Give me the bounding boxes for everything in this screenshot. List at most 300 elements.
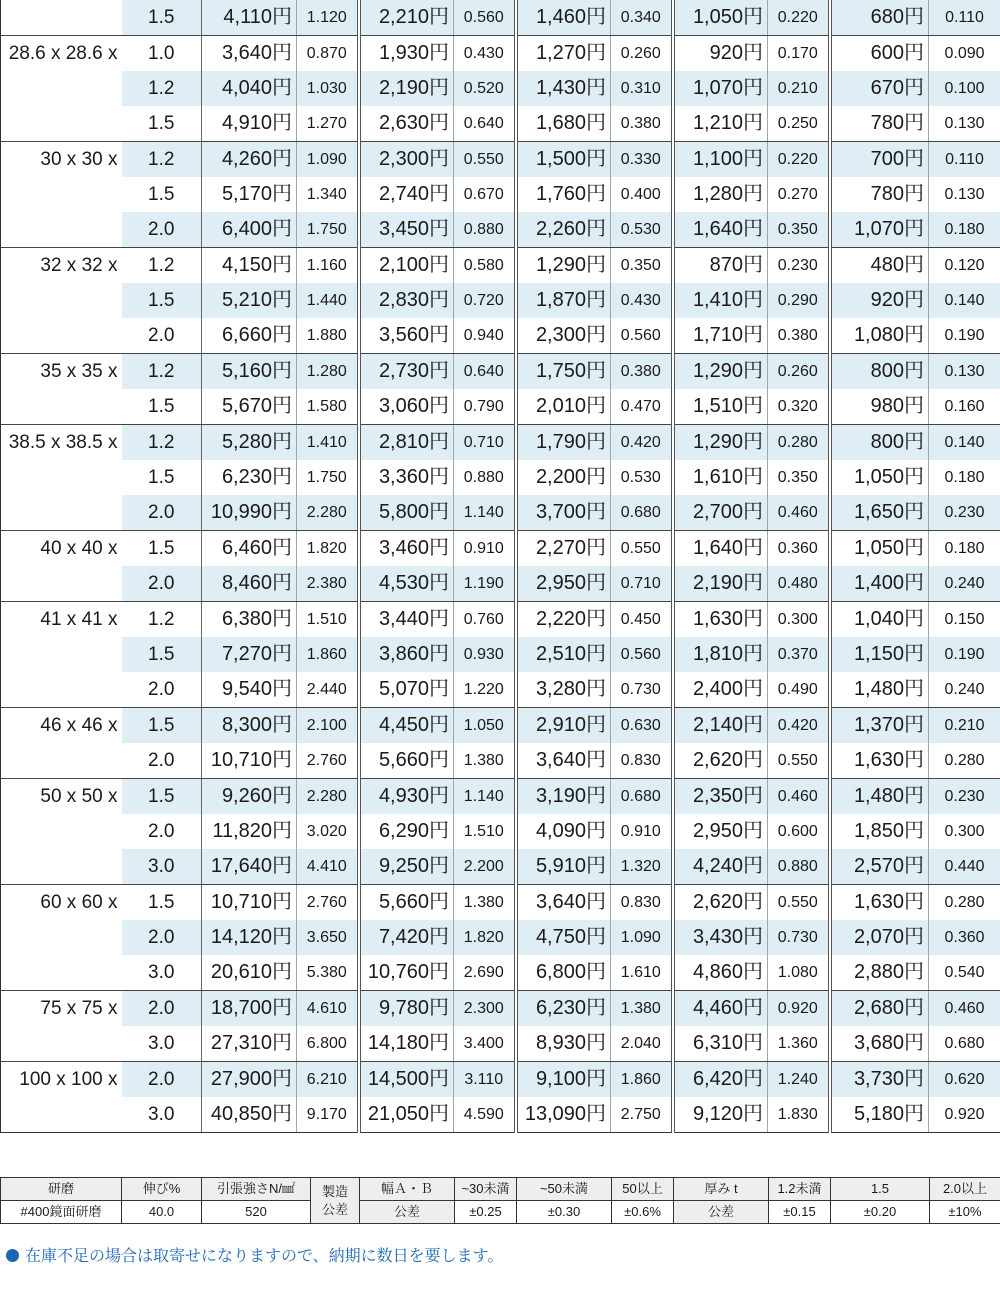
price-cell: 3,190円 xyxy=(516,779,611,815)
size-cell xyxy=(1,1097,122,1133)
table-row xyxy=(1,212,1000,248)
table-row xyxy=(1,177,1000,212)
rate-cell: 1.270 xyxy=(297,106,359,142)
price-cell: 780円 xyxy=(830,106,929,142)
rate-cell: 0.110 xyxy=(929,0,1000,36)
rate-cell: 0.310 xyxy=(611,71,673,106)
size-cell: 100 x 100 x xyxy=(1,1062,122,1098)
size-cell: 28.6 x 28.6 x xyxy=(1,36,122,72)
table-row xyxy=(1,743,1000,779)
price-cell: 4,860円 xyxy=(673,955,768,991)
price-cell: 800円 xyxy=(830,425,929,461)
price-cell: 4,910円 xyxy=(202,106,297,142)
rate-cell: 0.910 xyxy=(454,531,516,567)
price-cell: 11,820円 xyxy=(202,814,297,849)
price-cell: 480円 xyxy=(830,248,929,284)
rate-cell: 0.230 xyxy=(768,248,830,284)
rate-cell: 0.370 xyxy=(768,637,830,672)
rate-cell: 0.680 xyxy=(929,1026,1000,1062)
rate-cell: 5.380 xyxy=(297,955,359,991)
price-cell: 700円 xyxy=(830,142,929,178)
rate-cell: 0.250 xyxy=(768,106,830,142)
price-cell: 4,110円 xyxy=(202,0,297,36)
price-cell: 2,510円 xyxy=(516,637,611,672)
rate-cell: 1.220 xyxy=(454,672,516,708)
price-cell: 5,170円 xyxy=(202,177,297,212)
price-cell: 6,230円 xyxy=(516,991,611,1027)
width-range-1: ~30未満 xyxy=(455,1178,517,1201)
rate-cell: 0.430 xyxy=(454,36,516,72)
price-cell: 1,630円 xyxy=(830,743,929,779)
price-cell: 10,710円 xyxy=(202,743,297,779)
rate-cell: 0.320 xyxy=(768,389,830,425)
price-cell: 1,930円 xyxy=(359,36,454,72)
price-cell: 5,660円 xyxy=(359,885,454,921)
price-cell: 3,640円 xyxy=(202,36,297,72)
rate-cell: 0.260 xyxy=(768,354,830,390)
spec-value-row xyxy=(1,1201,1000,1224)
price-cell: 5,660円 xyxy=(359,743,454,779)
rate-cell: 1.860 xyxy=(611,1062,673,1098)
thickness-cell: 3.0 xyxy=(122,849,202,885)
thickness-cell: 1.5 xyxy=(122,106,202,142)
rate-cell: 0.420 xyxy=(611,425,673,461)
size-cell xyxy=(1,1026,122,1062)
price-cell: 27,900円 xyxy=(202,1062,297,1098)
price-cell: 5,210円 xyxy=(202,283,297,318)
size-cell xyxy=(1,389,122,425)
rate-cell: 0.830 xyxy=(611,743,673,779)
size-cell xyxy=(1,0,122,36)
price-cell: 1,650円 xyxy=(830,495,929,531)
size-cell xyxy=(1,566,122,602)
rate-cell: 0.730 xyxy=(768,920,830,955)
price-cell: 4,930円 xyxy=(359,779,454,815)
price-cell: 10,760円 xyxy=(359,955,454,991)
price-cell: 2,190円 xyxy=(359,71,454,106)
price-cell: 2,680円 xyxy=(830,991,929,1027)
rate-cell: 1.510 xyxy=(297,602,359,638)
rate-cell: 3.020 xyxy=(297,814,359,849)
rate-cell: 0.210 xyxy=(768,71,830,106)
table-row xyxy=(1,318,1000,354)
thickness-cell: 1.5 xyxy=(122,389,202,425)
table-row xyxy=(1,460,1000,495)
rate-cell: 0.260 xyxy=(611,36,673,72)
rate-cell: 0.880 xyxy=(768,849,830,885)
thickness-cell: 1.5 xyxy=(122,283,202,318)
thickness-cell: 2.0 xyxy=(122,991,202,1027)
table-row xyxy=(1,566,1000,602)
width-range-2: ~50未満 xyxy=(517,1178,612,1201)
table-row xyxy=(1,531,1000,567)
price-cell: 2,830円 xyxy=(359,283,454,318)
size-cell: 38.5 x 38.5 x xyxy=(1,425,122,461)
price-cell: 10,990円 xyxy=(202,495,297,531)
price-cell: 1,790円 xyxy=(516,425,611,461)
width-tolerance-1: ±0.25 xyxy=(455,1201,517,1224)
price-cell: 1,850円 xyxy=(830,814,929,849)
price-cell: 17,640円 xyxy=(202,849,297,885)
price-cell: 2,070円 xyxy=(830,920,929,955)
price-cell: 9,120円 xyxy=(673,1097,768,1133)
price-cell: 5,910円 xyxy=(516,849,611,885)
size-cell xyxy=(1,672,122,708)
rate-cell: 1.380 xyxy=(611,991,673,1027)
rate-cell: 0.530 xyxy=(611,212,673,248)
price-cell: 7,270円 xyxy=(202,637,297,672)
price-cell: 3,430円 xyxy=(673,920,768,955)
rate-cell: 0.940 xyxy=(454,318,516,354)
polish-label: 研磨 xyxy=(1,1178,122,1201)
mfg-label-line1: 製造 xyxy=(321,1183,348,1199)
tensile-value: 520 xyxy=(202,1201,311,1224)
rate-cell: 1.830 xyxy=(768,1097,830,1133)
price-cell: 1,040円 xyxy=(830,602,929,638)
rate-cell: 0.460 xyxy=(929,991,1000,1027)
price-cell: 1,480円 xyxy=(830,672,929,708)
rate-cell: 0.330 xyxy=(611,142,673,178)
table-row xyxy=(1,602,1000,638)
price-cell: 1,290円 xyxy=(673,425,768,461)
elongation-label: 伸び% xyxy=(122,1178,202,1201)
width-tolerance-2: ±0.30 xyxy=(517,1201,612,1224)
thickness-cell: 1.5 xyxy=(122,708,202,744)
tensile-label: 引張強さN/㎟ xyxy=(202,1178,311,1201)
price-cell: 2,260円 xyxy=(516,212,611,248)
thickness-cell: 2.0 xyxy=(122,1062,202,1098)
size-cell: 35 x 35 x xyxy=(1,354,122,390)
table-row xyxy=(1,106,1000,142)
rate-cell: 0.560 xyxy=(611,318,673,354)
rate-cell: 0.280 xyxy=(929,885,1000,921)
size-cell xyxy=(1,177,122,212)
table-row xyxy=(1,1026,1000,1062)
polish-value: #400鏡面研磨 xyxy=(1,1201,122,1224)
price-cell: 1,640円 xyxy=(673,531,768,567)
rate-cell: 6.210 xyxy=(297,1062,359,1098)
price-cell: 1,500円 xyxy=(516,142,611,178)
size-cell xyxy=(1,212,122,248)
price-cell: 14,120円 xyxy=(202,920,297,955)
rate-cell: 0.640 xyxy=(454,354,516,390)
size-cell xyxy=(1,71,122,106)
rate-cell: 2.040 xyxy=(611,1026,673,1062)
price-cell: 1,150円 xyxy=(830,637,929,672)
rate-cell: 2.100 xyxy=(297,708,359,744)
rate-cell: 1.510 xyxy=(454,814,516,849)
price-cell: 2,270円 xyxy=(516,531,611,567)
price-cell: 1,460円 xyxy=(516,0,611,36)
rate-cell: 0.150 xyxy=(929,602,1000,638)
price-cell: 1,410円 xyxy=(673,283,768,318)
rate-cell: 1.750 xyxy=(297,460,359,495)
table-row xyxy=(1,708,1000,744)
price-cell: 5,180円 xyxy=(830,1097,929,1133)
thickness-cell: 2.0 xyxy=(122,814,202,849)
rate-cell: 0.180 xyxy=(929,460,1000,495)
thickness-cell: 1.2 xyxy=(122,425,202,461)
price-cell: 1,610円 xyxy=(673,460,768,495)
rate-cell: 0.180 xyxy=(929,212,1000,248)
rate-cell: 0.830 xyxy=(611,885,673,921)
size-cell xyxy=(1,849,122,885)
price-cell: 2,190円 xyxy=(673,566,768,602)
thickness-cell: 1.2 xyxy=(122,354,202,390)
price-cell: 1,290円 xyxy=(516,248,611,284)
price-cell: 8,300円 xyxy=(202,708,297,744)
rate-cell: 0.670 xyxy=(454,177,516,212)
price-cell: 1,270円 xyxy=(516,36,611,72)
price-cell: 1,630円 xyxy=(830,885,929,921)
price-cell: 1,430円 xyxy=(516,71,611,106)
thickness-cell: 1.2 xyxy=(122,248,202,284)
rate-cell: 3.650 xyxy=(297,920,359,955)
thickness-tolerance-2: ±0.20 xyxy=(831,1201,930,1224)
price-cell: 5,800円 xyxy=(359,495,454,531)
table-row xyxy=(1,142,1000,178)
rate-cell: 2.750 xyxy=(611,1097,673,1133)
rate-cell: 0.520 xyxy=(454,71,516,106)
price-cell: 3,450円 xyxy=(359,212,454,248)
price-cell: 9,260円 xyxy=(202,779,297,815)
table-row xyxy=(1,955,1000,991)
price-cell: 6,660円 xyxy=(202,318,297,354)
size-cell: 46 x 46 x xyxy=(1,708,122,744)
price-cell: 4,150円 xyxy=(202,248,297,284)
table-row xyxy=(1,0,1000,36)
price-cell: 1,760円 xyxy=(516,177,611,212)
rate-cell: 0.550 xyxy=(454,142,516,178)
rate-cell: 0.350 xyxy=(611,248,673,284)
size-cell xyxy=(1,637,122,672)
price-cell: 6,400円 xyxy=(202,212,297,248)
rate-cell: 0.710 xyxy=(454,425,516,461)
price-cell: 1,400円 xyxy=(830,566,929,602)
rate-cell: 0.720 xyxy=(454,283,516,318)
thickness-cell: 2.0 xyxy=(122,566,202,602)
price-cell: 6,800円 xyxy=(516,955,611,991)
price-cell: 2,400円 xyxy=(673,672,768,708)
price-cell: 4,460円 xyxy=(673,991,768,1027)
mfg-label-line2: 公差 xyxy=(321,1201,348,1217)
thickness-range-2: 1.5 xyxy=(831,1178,930,1201)
bullet-dot-icon xyxy=(6,1249,19,1262)
price-cell: 1,370円 xyxy=(830,708,929,744)
price-cell: 4,750円 xyxy=(516,920,611,955)
size-cell xyxy=(1,318,122,354)
rate-cell: 1.580 xyxy=(297,389,359,425)
price-cell: 3,560円 xyxy=(359,318,454,354)
price-cell: 2,140円 xyxy=(673,708,768,744)
rate-cell: 0.270 xyxy=(768,177,830,212)
rate-cell: 0.930 xyxy=(454,637,516,672)
rate-cell: 0.580 xyxy=(454,248,516,284)
rate-cell: 1.190 xyxy=(454,566,516,602)
size-cell xyxy=(1,460,122,495)
price-cell: 40,850円 xyxy=(202,1097,297,1133)
price-cell: 6,310円 xyxy=(673,1026,768,1062)
spec-header-row xyxy=(1,1178,1000,1201)
price-cell: 2,300円 xyxy=(359,142,454,178)
price-cell: 1,680円 xyxy=(516,106,611,142)
rate-cell: 0.140 xyxy=(929,283,1000,318)
rate-cell: 0.230 xyxy=(929,495,1000,531)
rate-cell: 0.600 xyxy=(768,814,830,849)
table-row xyxy=(1,920,1000,955)
rate-cell: 3.110 xyxy=(454,1062,516,1098)
price-cell: 3,440円 xyxy=(359,602,454,638)
rate-cell: 1.120 xyxy=(297,0,359,36)
thickness-cell: 2.0 xyxy=(122,495,202,531)
rate-cell: 0.440 xyxy=(929,849,1000,885)
table-row xyxy=(1,283,1000,318)
rate-cell: 2.760 xyxy=(297,885,359,921)
price-cell: 10,710円 xyxy=(202,885,297,921)
price-cell: 3,280円 xyxy=(516,672,611,708)
price-cell: 3,060円 xyxy=(359,389,454,425)
price-cell: 2,350円 xyxy=(673,779,768,815)
rate-cell: 1.240 xyxy=(768,1062,830,1098)
rate-cell: 0.870 xyxy=(297,36,359,72)
price-cell: 2,950円 xyxy=(673,814,768,849)
price-cell: 14,500円 xyxy=(359,1062,454,1098)
rate-cell: 0.140 xyxy=(929,425,1000,461)
size-cell: 32 x 32 x xyxy=(1,248,122,284)
elongation-value: 40.0 xyxy=(122,1201,202,1224)
rate-cell: 2.760 xyxy=(297,743,359,779)
thickness-cell: 1.5 xyxy=(122,177,202,212)
price-cell: 2,630円 xyxy=(359,106,454,142)
thickness-cell: 2.0 xyxy=(122,920,202,955)
table-row xyxy=(1,814,1000,849)
rate-cell: 0.120 xyxy=(929,248,1000,284)
rate-cell: 0.090 xyxy=(929,36,1000,72)
price-cell: 2,730円 xyxy=(359,354,454,390)
price-cell: 6,230円 xyxy=(202,460,297,495)
price-cell: 2,740円 xyxy=(359,177,454,212)
rate-cell: 1.340 xyxy=(297,177,359,212)
rate-cell: 0.550 xyxy=(768,743,830,779)
table-row xyxy=(1,248,1000,284)
rate-cell: 1.380 xyxy=(454,743,516,779)
rate-cell: 0.710 xyxy=(611,566,673,602)
price-cell: 920円 xyxy=(830,283,929,318)
rate-cell: 1.280 xyxy=(297,354,359,390)
price-cell: 3,680円 xyxy=(830,1026,929,1062)
rate-cell: 0.300 xyxy=(929,814,1000,849)
price-cell: 2,210円 xyxy=(359,0,454,36)
thickness-cell: 3.0 xyxy=(122,955,202,991)
rate-cell: 1.750 xyxy=(297,212,359,248)
rate-cell: 0.190 xyxy=(929,637,1000,672)
price-cell: 8,930円 xyxy=(516,1026,611,1062)
price-cell: 780円 xyxy=(830,177,929,212)
stock-note xyxy=(6,1243,503,1266)
thickness-cell: 1.2 xyxy=(122,71,202,106)
rate-cell: 0.450 xyxy=(611,602,673,638)
stock-note-text: 在庫不足の場合は取寄せになりますので、納期に数日を要します。 xyxy=(25,1248,504,1265)
manufacturing-tolerance-label xyxy=(311,1178,360,1224)
price-cell: 1,280円 xyxy=(673,177,768,212)
thickness-cell: 1.0 xyxy=(122,36,202,72)
rate-cell: 0.540 xyxy=(929,955,1000,991)
thickness-cell: 3.0 xyxy=(122,1026,202,1062)
thickness-cell: 2.0 xyxy=(122,212,202,248)
rate-cell: 0.350 xyxy=(768,212,830,248)
table-row xyxy=(1,672,1000,708)
rate-cell: 0.360 xyxy=(768,531,830,567)
rate-cell: 0.460 xyxy=(768,779,830,815)
rate-cell: 1.860 xyxy=(297,637,359,672)
rate-cell: 0.560 xyxy=(454,0,516,36)
rate-cell: 0.130 xyxy=(929,106,1000,142)
table-row xyxy=(1,1062,1000,1098)
price-cell: 1,070円 xyxy=(673,71,768,106)
rate-cell: 0.630 xyxy=(611,708,673,744)
rate-cell: 1.080 xyxy=(768,955,830,991)
price-cell: 5,670円 xyxy=(202,389,297,425)
price-cell: 1,050円 xyxy=(673,0,768,36)
size-cell xyxy=(1,920,122,955)
size-cell xyxy=(1,955,122,991)
rate-cell: 1.360 xyxy=(768,1026,830,1062)
price-cell: 6,420円 xyxy=(673,1062,768,1098)
price-cell: 980円 xyxy=(830,389,929,425)
price-cell: 870円 xyxy=(673,248,768,284)
rate-cell: 0.340 xyxy=(611,0,673,36)
price-cell: 2,620円 xyxy=(673,885,768,921)
rate-cell: 0.290 xyxy=(768,283,830,318)
rate-cell: 0.240 xyxy=(929,566,1000,602)
rate-cell: 0.350 xyxy=(768,460,830,495)
price-cell: 4,090円 xyxy=(516,814,611,849)
table-row xyxy=(1,637,1000,672)
table-row xyxy=(1,354,1000,390)
rate-cell: 0.300 xyxy=(768,602,830,638)
price-cell: 21,050円 xyxy=(359,1097,454,1133)
price-cell: 6,460円 xyxy=(202,531,297,567)
price-cell: 9,540円 xyxy=(202,672,297,708)
price-cell: 1,750円 xyxy=(516,354,611,390)
rate-cell: 2.440 xyxy=(297,672,359,708)
rate-cell: 0.420 xyxy=(768,708,830,744)
price-cell: 920円 xyxy=(673,36,768,72)
price-cell: 1,810円 xyxy=(673,637,768,672)
table-row xyxy=(1,71,1000,106)
rate-cell: 0.550 xyxy=(768,885,830,921)
table-row xyxy=(1,779,1000,815)
rate-cell: 0.730 xyxy=(611,672,673,708)
spec-table xyxy=(0,1177,1000,1224)
price-cell: 9,100円 xyxy=(516,1062,611,1098)
thickness-cell: 1.5 xyxy=(122,779,202,815)
price-cell: 2,950円 xyxy=(516,566,611,602)
price-cell: 20,610円 xyxy=(202,955,297,991)
rate-cell: 1.050 xyxy=(454,708,516,744)
price-cell: 3,640円 xyxy=(516,885,611,921)
rate-cell: 0.100 xyxy=(929,71,1000,106)
rate-cell: 0.680 xyxy=(611,779,673,815)
price-cell: 4,040円 xyxy=(202,71,297,106)
price-cell: 2,300円 xyxy=(516,318,611,354)
rate-cell: 0.550 xyxy=(611,531,673,567)
price-cell: 680円 xyxy=(830,0,929,36)
rate-cell: 0.430 xyxy=(611,283,673,318)
rate-cell: 4.590 xyxy=(454,1097,516,1133)
rate-cell: 1.090 xyxy=(297,142,359,178)
price-cell: 3,460円 xyxy=(359,531,454,567)
